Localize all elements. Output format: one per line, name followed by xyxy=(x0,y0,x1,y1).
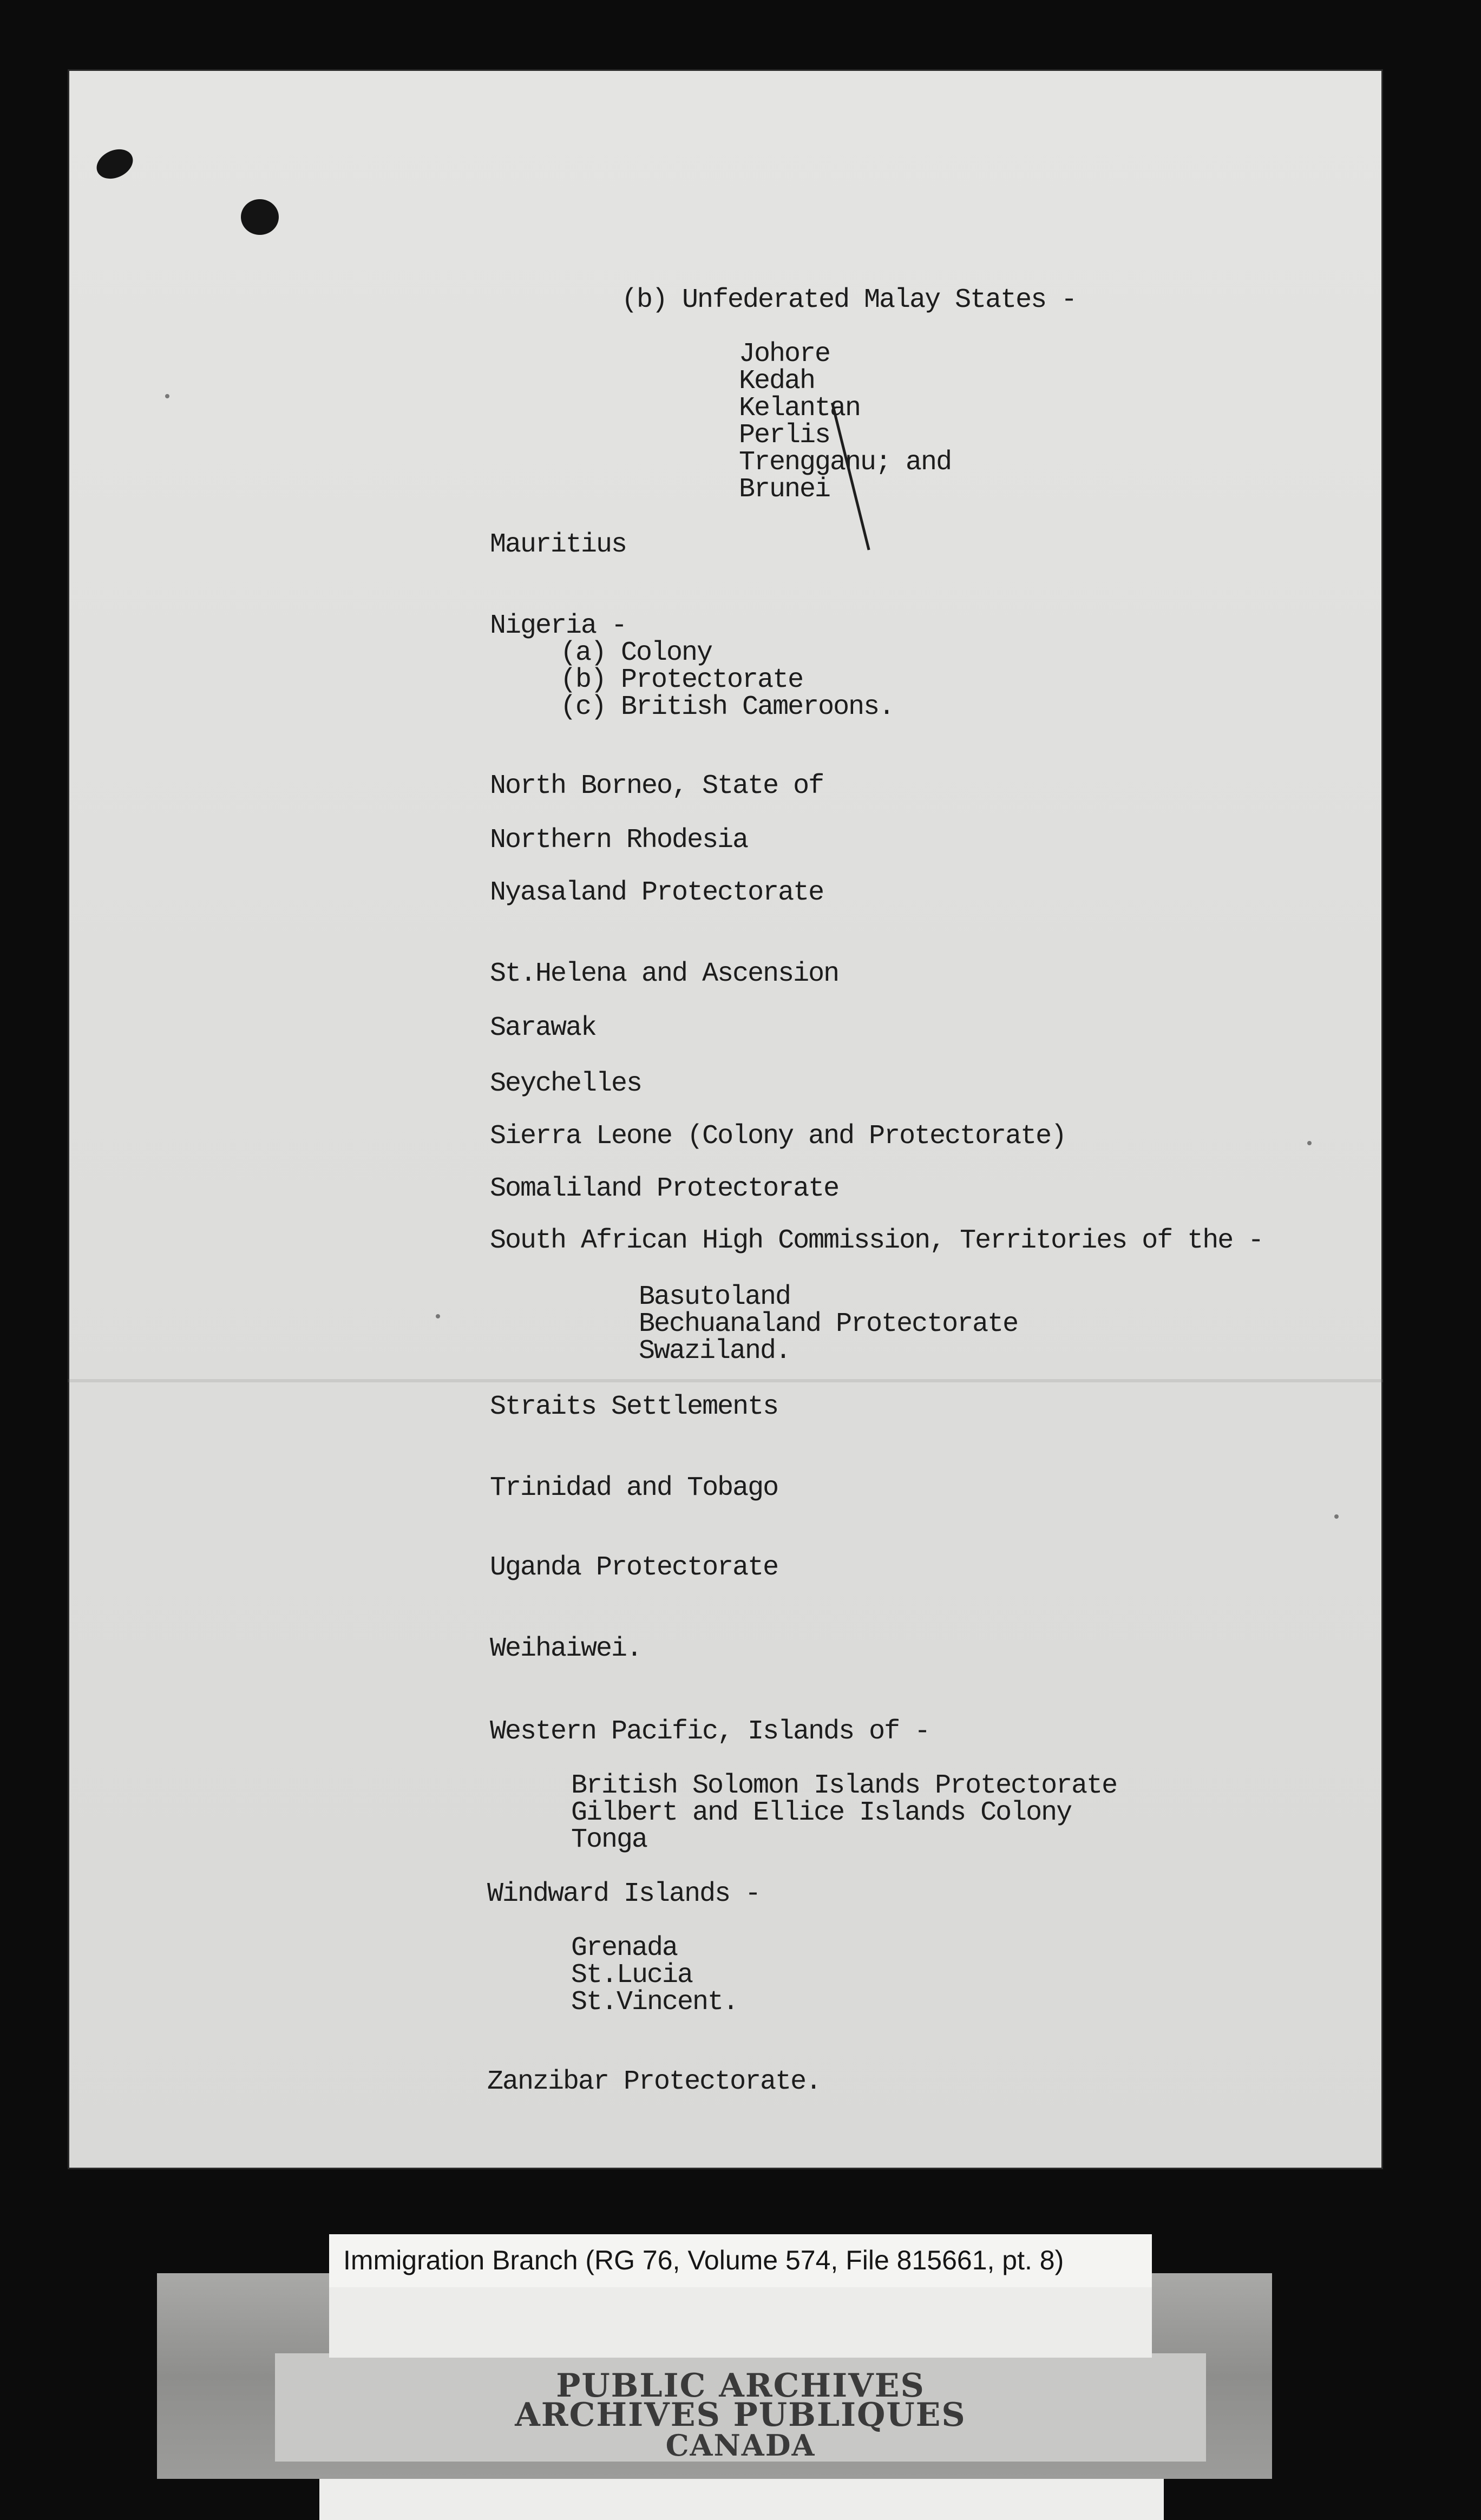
windward-subitem: St.Lucia xyxy=(571,1960,693,1991)
nigeria-subitem: (a) Colony xyxy=(560,638,712,668)
western-pacific-subitem: British Solomon Islands Protectorate xyxy=(571,1770,1117,1801)
entry-south-african-high-commission: South African High Commission, Territories of the - xyxy=(490,1225,1263,1256)
malay-state-item: Perlis xyxy=(739,420,830,451)
stamp-line-canada: CANADA xyxy=(665,2428,816,2463)
western-pacific-subitem: Gilbert and Ellice Islands Colony xyxy=(571,1797,1072,1828)
nigeria-subitem: (b) Protectorate xyxy=(560,665,803,695)
entry-western-pacific: Western Pacific, Islands of - xyxy=(490,1716,930,1747)
entry-weihaiwei: Weihaiwei. xyxy=(490,1633,642,1664)
malay-state-item: Kedah xyxy=(739,366,815,397)
malay-state-item: Johore xyxy=(739,339,830,370)
entry-zanzibar: Zanzibar Protectorate. xyxy=(487,2066,821,2097)
entry-st-helena: St.Helena and Ascension xyxy=(490,959,839,989)
windward-subitem: St.Vincent. xyxy=(571,1987,738,2018)
western-pacific-subitem: Tonga xyxy=(571,1825,647,1855)
malay-state-item: Trengganu; and xyxy=(739,447,952,478)
stamp-line-archives-publiques: ARCHIVES PUBLIQUES xyxy=(515,2396,966,2434)
south-african-subitem: Bechuanaland Protectorate xyxy=(639,1309,1018,1340)
dust-speck xyxy=(165,394,169,398)
malay-state-item: Kelantan xyxy=(739,393,861,424)
entry-nigeria: Nigeria - xyxy=(490,611,627,641)
entry-northern-rhodesia: Northern Rhodesia xyxy=(490,825,748,856)
entry-nyasaland: Nyasaland Protectorate xyxy=(490,877,824,908)
entry-straits-settlements: Straits Settlements xyxy=(490,1392,778,1422)
entry-uganda: Uganda Protectorate xyxy=(490,1552,778,1583)
nigeria-subitem: (c) British Cameroons. xyxy=(560,692,894,723)
malay-state-item: Brunei xyxy=(739,474,830,505)
label-backing xyxy=(329,2287,1152,2358)
entry-mauritius: Mauritius xyxy=(490,529,627,560)
south-african-subitem: Swaziland. xyxy=(639,1336,791,1367)
archive-reference-text: Immigration Branch (RG 76, Volume 574, File 815661, pt. 8) xyxy=(343,2245,1064,2275)
heading-unfederated-malay-states: (b) Unfederated Malay States - xyxy=(621,285,1077,316)
entry-windward-islands: Windward Islands - xyxy=(487,1879,761,1909)
windward-subitem: Grenada xyxy=(571,1933,678,1964)
entry-trinidad-tobago: Trinidad and Tobago xyxy=(490,1473,778,1504)
dust-speck xyxy=(436,1314,440,1318)
dust-speck xyxy=(1334,1514,1339,1519)
entry-sierra-leone: Sierra Leone (Colony and Protectorate) xyxy=(490,1121,1066,1152)
archive-reference-label xyxy=(329,2234,1152,2287)
entry-north-borneo: North Borneo, State of xyxy=(490,771,824,802)
dust-speck xyxy=(1307,1141,1312,1145)
bottom-label-strip xyxy=(319,2479,1164,2520)
ink-blot xyxy=(92,144,138,185)
document-page xyxy=(68,69,1383,2169)
ink-blot xyxy=(241,199,279,235)
stamp-line-public-archives: PUBLIC ARCHIVES xyxy=(556,2367,925,2405)
south-african-subitem: Basutoland xyxy=(639,1282,791,1312)
entry-somaliland: Somaliland Protectorate xyxy=(490,1173,839,1204)
page-fold-line xyxy=(68,1379,1383,1382)
entry-sarawak: Sarawak xyxy=(490,1013,597,1044)
entry-seychelles: Seychelles xyxy=(490,1068,642,1099)
